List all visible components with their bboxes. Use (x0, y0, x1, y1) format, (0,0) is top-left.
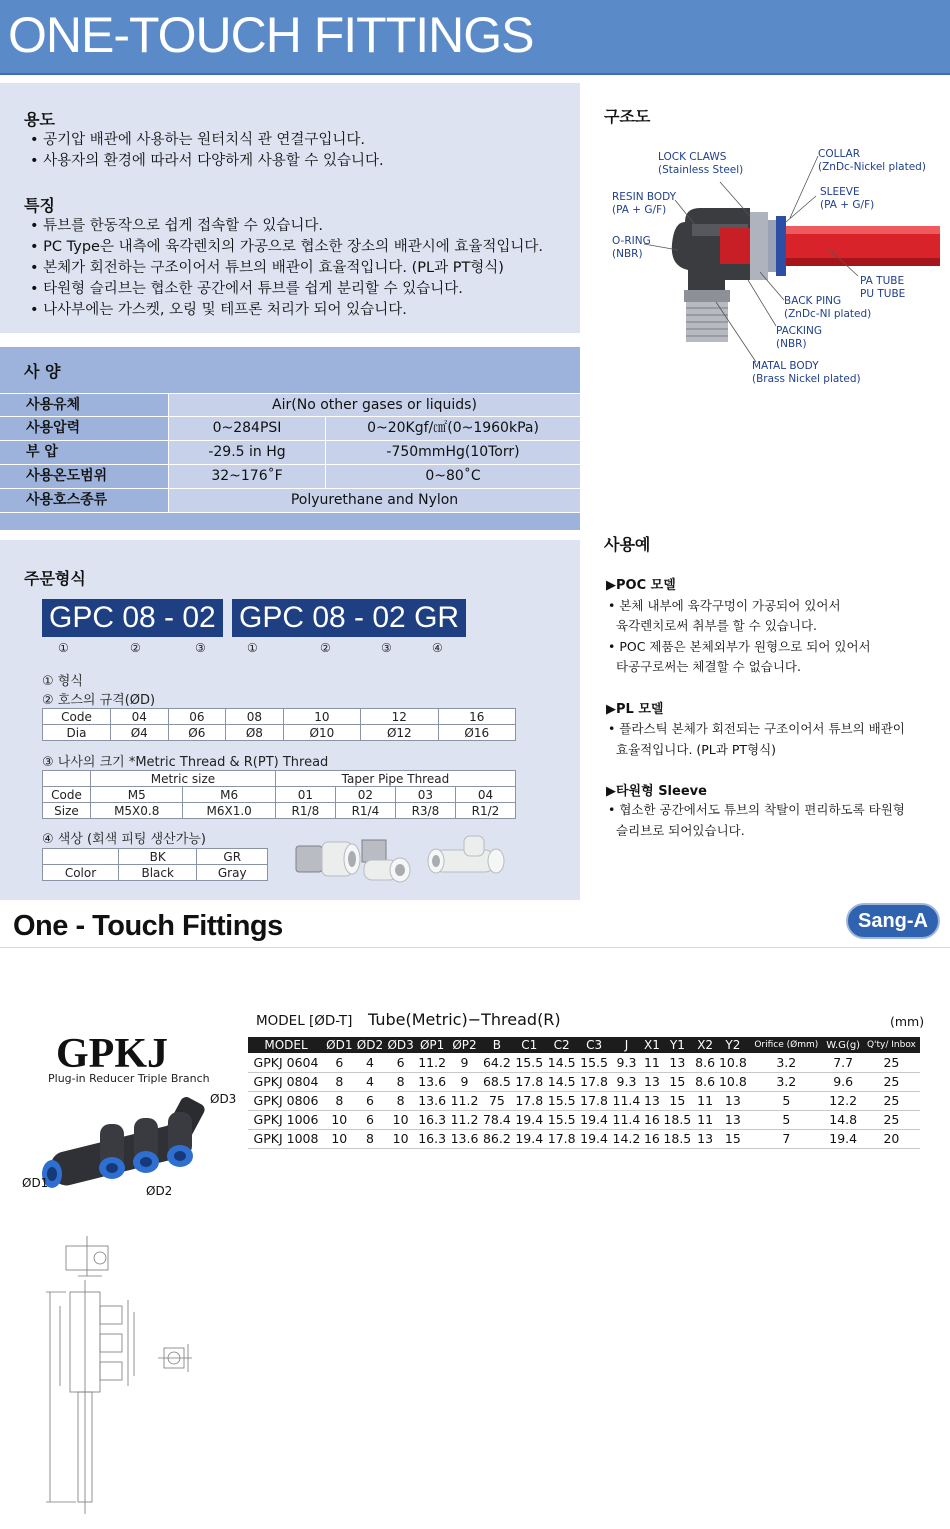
table-cell: 11.2 (448, 1091, 480, 1110)
table-cell: GPKJ 0604 (248, 1053, 324, 1072)
tee-fitting-image (428, 836, 504, 873)
table-cell: 8 (385, 1072, 416, 1091)
table-cell: 6 (355, 1091, 386, 1110)
structure-title: 구조도 (604, 107, 651, 126)
table-cell: 19.4 (824, 1129, 863, 1148)
usage-item: • 사용자의 환경에 따라서 다양하게 사용할 수 있습니다. (30, 153, 384, 169)
table-cell: 7 (749, 1129, 823, 1148)
table-cell: 15.5 (578, 1053, 610, 1072)
spec-row: 사용호스종류 Polyurethane and Nylon (0, 489, 580, 513)
table-cell: 3.2 (749, 1053, 823, 1072)
table-cell: 16.3 (416, 1129, 448, 1148)
fittings-photo (288, 832, 510, 884)
table-cell: 15.5 (513, 1053, 545, 1072)
footer-title: One - Touch Fittings (13, 910, 283, 942)
feature-item: • 본체가 회전하는 구조이어서 튜브의 배관이 효율적입니다. (PL과 PT형식) (30, 260, 504, 276)
table-cell: GPKJ 0806 (248, 1091, 324, 1110)
table-cell: 15 (717, 1129, 749, 1148)
table-cell: 16.3 (416, 1110, 448, 1129)
table-cell: 17.8 (545, 1129, 577, 1148)
table-cell: 64.2 (481, 1053, 513, 1072)
table-cell: 10.8 (717, 1072, 749, 1091)
table-cell: 75 (481, 1091, 513, 1110)
table-cell: 17.8 (513, 1072, 545, 1091)
table-cell: 17.8 (513, 1091, 545, 1110)
table-row (248, 1110, 920, 1129)
order-title: 주문형식 (24, 569, 86, 588)
table-cell: 14.5 (545, 1072, 577, 1091)
table-cell: GPKJ 0804 (248, 1072, 324, 1091)
spec-panel (0, 347, 580, 530)
table-cell: 15.5 (545, 1091, 577, 1110)
table-cell: 19.4 (513, 1110, 545, 1129)
label-resin-body: RESIN BODY (PA + G/F) (612, 191, 677, 216)
table-cell: 86.2 (481, 1129, 513, 1148)
product-name: GPKJ (56, 1031, 168, 1077)
label-d3: ØD3 (210, 1092, 237, 1106)
table-cell: 18.5 (661, 1129, 693, 1148)
table-cell: 6 (324, 1053, 355, 1072)
spec-row: 부 압 -29.5 in Hg -750mmHg(10Torr) (0, 441, 580, 465)
table-cell: 4 (355, 1053, 386, 1072)
technical-drawing (30, 1236, 210, 1516)
table-cell: 9 (448, 1053, 480, 1072)
table-cell: 19.4 (578, 1110, 610, 1129)
table-cell: GPKJ 1008 (248, 1129, 324, 1148)
model-table-header: MODEL ØD1 ØD2 ØD3 ØP1 ØP2 B C1 C2 C3 J X1 Y1 X2 Y2 Orifice (Ømm) W.G(g) Q'ty/ Inbox (248, 1037, 920, 1053)
table-cell: 15 (661, 1072, 693, 1091)
banner-title: ONE-TOUCH FITTINGS (8, 7, 534, 63)
label-d1: ØD1 (22, 1176, 49, 1190)
order-item-2: ② 호스의 규격(ØD) (42, 693, 156, 708)
table-cell: 5 (749, 1110, 823, 1129)
intro-panel (0, 83, 580, 333)
order-item-1: ① 형식 (42, 674, 83, 689)
table-cell: 14.5 (545, 1053, 577, 1072)
table-cell: 11 (643, 1053, 662, 1072)
table-cell: 9.6 (824, 1072, 863, 1091)
table-cell: 17.8 (578, 1072, 610, 1091)
table-cell: 20 (863, 1129, 920, 1148)
table-cell: 11 (694, 1091, 717, 1110)
spec-row: 사용유체 Air(No other gases or liquids) (0, 393, 580, 417)
label-o-ring: O-RING (NBR) (612, 235, 651, 260)
table-cell: 3.2 (749, 1072, 823, 1091)
label-lock-claws: LOCK CLAWS (Stainless Steel) (658, 151, 744, 176)
table-cell: 13 (717, 1091, 749, 1110)
table-cell: 4 (355, 1072, 386, 1091)
table-cell: 10 (324, 1110, 355, 1129)
table-cell: 8 (355, 1129, 386, 1148)
table-cell: 25 (863, 1110, 920, 1129)
oval-head: ▶타원형 Sleeve (606, 784, 707, 799)
table-cell: 16 (643, 1131, 660, 1146)
table-cell: 19.4 (578, 1129, 610, 1148)
table-cell: 68.5 (481, 1072, 513, 1091)
order-code-1: GPC 08 - 02 (42, 599, 223, 637)
banner (0, 0, 950, 75)
table-cell: 13.6 (416, 1091, 448, 1110)
table-cell: 8 (324, 1072, 355, 1091)
model-line: MODEL [ØD-T] (256, 1013, 353, 1029)
table-cell: 11.2 (416, 1053, 448, 1072)
table-cell: 25 (863, 1072, 920, 1091)
feature-item: • 나사부에는 가스켓, 오링 및 테프론 처리가 되어 있습니다. (30, 302, 407, 318)
table-cell: 11 (694, 1110, 717, 1129)
table-cell: 14.8 (824, 1110, 863, 1129)
thread-table: Metric size Taper Pipe Thread Code M5 M6 01 02 03 04 Size M5X0.8 M6X1.0 R1/8 R1/4 R3/8 R1/2 (42, 770, 516, 819)
order-item-4: ④ 색상 (회색 피팅 생산가능) (42, 832, 206, 847)
pl-head: ▶PL 모델 (606, 702, 664, 717)
table-cell: 8.6 (694, 1053, 717, 1072)
table-cell: 15.5 (545, 1110, 577, 1129)
color-table: BK GR Color Black Gray (42, 848, 268, 881)
model-desc: Tube(Metric)−Thread(R) (368, 1010, 561, 1029)
table-cell: 9 (448, 1072, 480, 1091)
table-cell: 10 (385, 1110, 416, 1129)
examples-title: 사용예 (604, 535, 651, 554)
table-cell: 12.2 (824, 1091, 863, 1110)
table-cell: 11.4 (610, 1110, 642, 1129)
label-metal-body: MATAL BODY (Brass Nickel plated) (752, 360, 861, 385)
table-cell: 8 (324, 1091, 355, 1110)
table-cell: 13 (643, 1074, 660, 1089)
table-cell: 18.5 (661, 1110, 693, 1129)
brand-logo: Sang-A (846, 903, 940, 939)
table-cell: 9.3 (610, 1053, 642, 1072)
table-cell: 10.8 (717, 1053, 749, 1072)
table-cell: 6 (355, 1110, 386, 1129)
table-cell: 5 (749, 1091, 823, 1110)
table-row (248, 1129, 920, 1148)
table-cell: 14.2 (610, 1129, 642, 1148)
table-cell: 25 (863, 1053, 920, 1072)
table-cell: 19.4 (513, 1129, 545, 1148)
order-panel: 주문형식 GPC 08 - 02 GPC 08 - 02 GR ① ② ③ ① ② ③ ④ ① 형식 ② 호스의 규격(ØD) Code 04 06 08 10 12 16 Dia Ø4 Ø6 Ø8 Ø10 Ø12 Ø16 ③ 나사의 크기 *Metric Thread & R(PT) Thread Metric size Taper Pipe Thread Code M5 M6 01 02 03 04 Size M5X0.8 M6X1.0 R1/8 R1/4 R3/8 R1/2 ④ 색상 (회색 피팅 생산가능) BK GR Color Black Gray (0, 540, 580, 900)
table-cell: 8 (385, 1091, 416, 1110)
unit-label: (mm) (890, 1014, 925, 1029)
table-cell: 13.6 (416, 1072, 448, 1091)
elbow-fitting-image (362, 840, 410, 882)
table-cell: 10 (385, 1129, 416, 1148)
product-image (30, 1090, 240, 1200)
table-cell: 25 (863, 1091, 920, 1110)
table-cell: 15 (661, 1091, 693, 1110)
table-cell: 16 (643, 1112, 660, 1127)
label-collar: COLLAR (ZnDc-Nickel plated) (818, 148, 926, 173)
table-cell: 9.3 (610, 1072, 642, 1091)
table-cell: 13 (643, 1093, 660, 1108)
table-cell: 7.7 (824, 1053, 863, 1072)
order-item-3: ③ 나사의 크기 *Metric Thread & R(PT) Thread (42, 755, 329, 770)
structure-diagram (600, 140, 945, 390)
order-code-2: GPC 08 - 02 GR (232, 599, 466, 637)
table-cell: 6 (385, 1053, 416, 1072)
label-back-ping: BACK PING (ZnDc-NI plated) (784, 295, 872, 320)
table-cell: 17.8 (578, 1091, 610, 1110)
spec-row: 사용온도범위 32~176˚F 0~80˚C (0, 465, 580, 489)
label-sleeve: SLEEVE (PA + G/F) (820, 186, 875, 211)
table-cell: 13 (717, 1110, 749, 1129)
label-packing: PACKING (NBR) (776, 325, 822, 350)
hose-table: Code 04 06 08 10 12 16 Dia Ø4 Ø6 Ø8 Ø10 Ø12 Ø16 (42, 708, 516, 741)
table-cell: 10 (324, 1129, 355, 1148)
label-tube: PA TUBE PU TUBE (860, 275, 906, 300)
product-subtitle: Plug-in Reducer Triple Branch (48, 1072, 210, 1085)
straight-fitting-image (296, 842, 360, 876)
label-d2: ØD2 (146, 1184, 173, 1198)
table-cell: GPKJ 1006 (248, 1110, 324, 1129)
divider (0, 947, 950, 948)
usage-item: • 공기압 배관에 사용하는 원터치식 관 연결구입니다. (30, 132, 365, 148)
table-cell: 13.6 (448, 1129, 480, 1148)
poc-head: ▶POC 모델 (606, 578, 676, 593)
table-cell: 13 (661, 1053, 693, 1072)
table-row (248, 1072, 920, 1091)
spec-row: 사용압력 0~284PSI 0~20Kgf/㎠(0~1960kPa) (0, 417, 580, 441)
feature-item: • 타원형 슬리브는 협소한 공간에서 튜브를 쉽게 분리할 수 있습니다. (30, 281, 463, 297)
table-cell: 8.6 (695, 1074, 716, 1089)
usage-title: 용도 (24, 110, 55, 129)
table-row (248, 1053, 920, 1072)
table-cell: 11.2 (448, 1110, 480, 1129)
table-cell: 11.4 (610, 1091, 642, 1110)
feature-item: • 튜브를 한동작으로 쉽게 접속할 수 있습니다. (30, 218, 323, 234)
spec-title: 사 양 (24, 362, 61, 381)
table-row (248, 1091, 920, 1110)
feature-item: • PC Type은 내측에 육각렌치의 가공으로 협소한 장소의 배관시에 효율적입니다. (30, 239, 544, 255)
table-cell: 78.4 (481, 1110, 513, 1129)
table-cell: 13 (694, 1129, 717, 1148)
model-table (248, 1037, 920, 1149)
features-title: 특징 (24, 196, 55, 215)
